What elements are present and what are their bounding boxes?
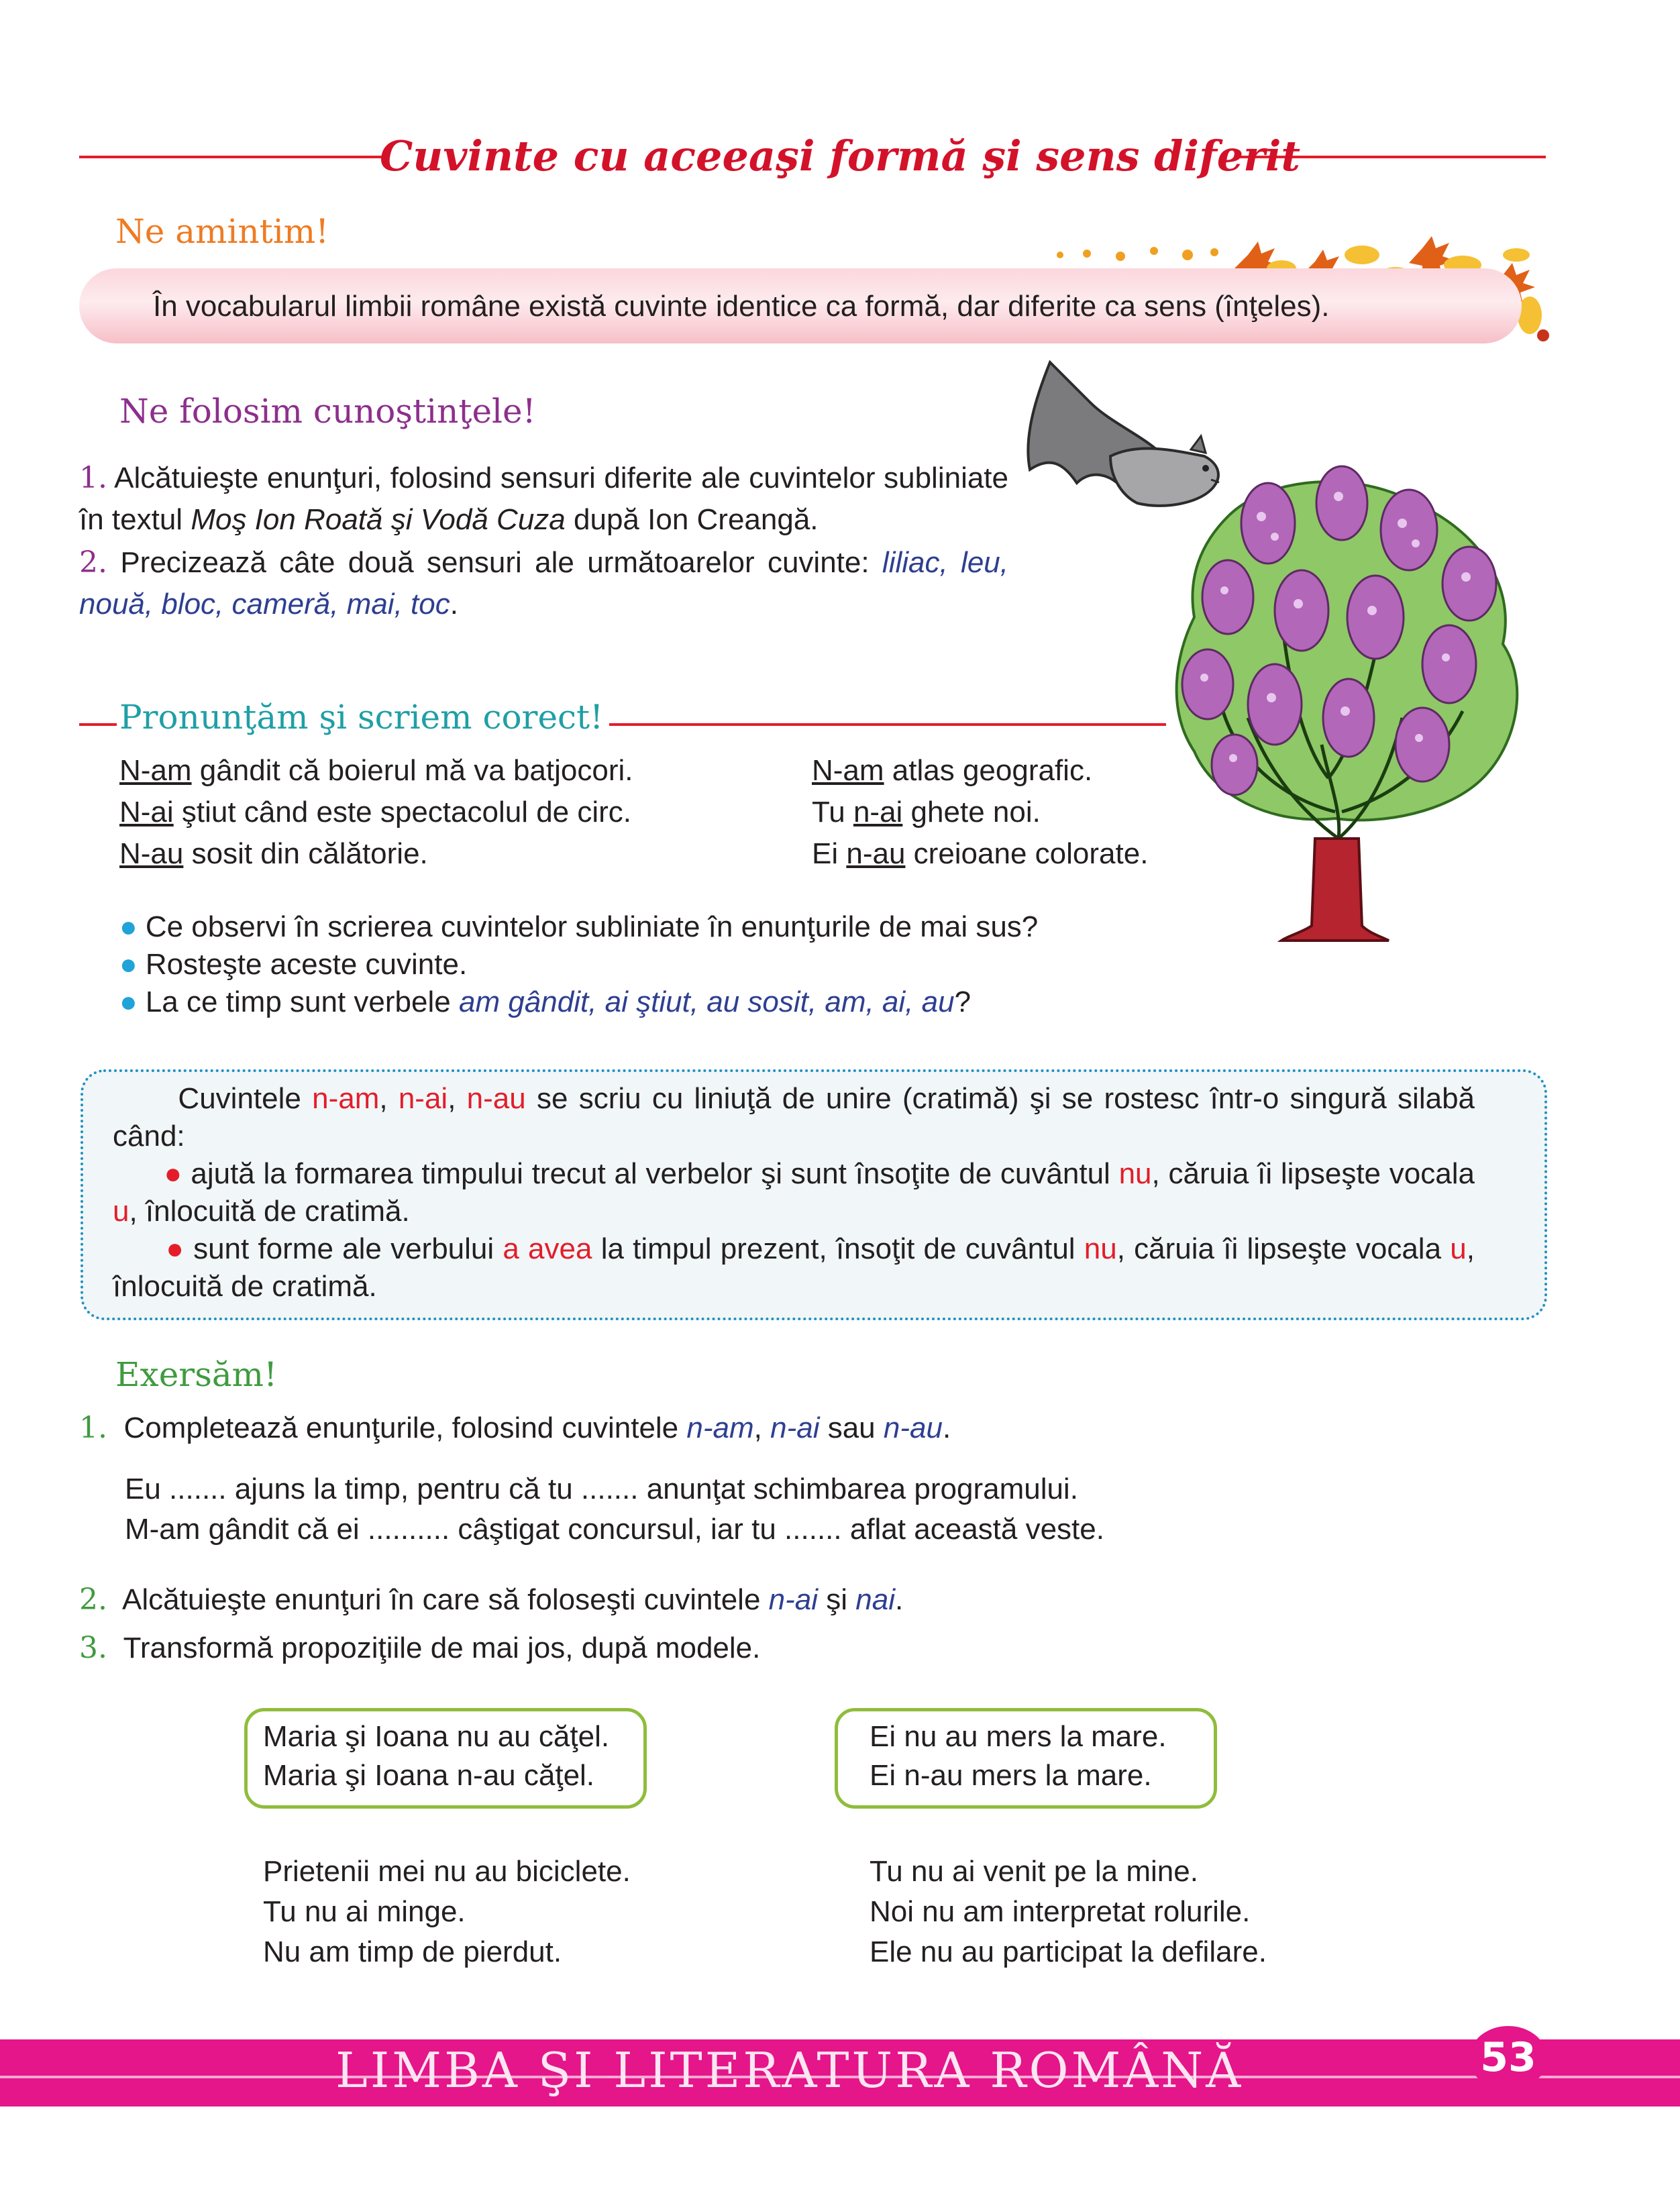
practice-exercise-3 [79,1628,760,1669]
bullet-icon: ● [166,1232,185,1265]
highlight-word: n-am [312,1082,380,1115]
exercise-number: 1. [79,1411,107,1445]
transform-sentence: Tu nu ai venit pe la mine. [870,1855,1198,1888]
rule-text: , căruia îi lipseşte [1151,1157,1381,1190]
model-sentence: Maria şi Ioana n-au căţel. [263,1759,595,1792]
sentence [812,750,1148,792]
exercise-number: 1. [79,461,107,495]
question-text: Rosteşte aceste cuvinte. [145,948,468,981]
rule-text: , înlocuită de cratimă. [113,1232,1475,1303]
transform-sentence: Noi nu am interpretat rolurile. [870,1895,1251,1928]
word: n-ai [770,1411,820,1444]
underlined-word: N-au [119,837,184,870]
fill-sentence: Eu ....... ajuns la timp, pentru că tu ....... anunţat schimbarea programului. [125,1473,1078,1505]
question-text: La ce timp sunt verbele [145,985,451,1018]
exercise-number: 3. [79,1631,107,1665]
practice-heading: Exersăm! [115,1355,278,1394]
rule-text: vocala [1389,1157,1475,1190]
sentence-rest: ştiut când este spectacolul de circ. [173,796,632,829]
question-text: Ce observi în scrierea cuvintelor subliniate în enunţurile de mai sus? [145,910,1039,943]
exercise-text: Alcătuieşte enunţuri în care să foloseşti cuvintele [122,1583,761,1616]
rule-box-text [113,1080,1475,1305]
underlined-word: n-ai [853,796,903,829]
underlined-word: N-ai [119,796,174,829]
highlight-word: n-ai [398,1082,448,1115]
highlight-letter: u [113,1195,129,1228]
rule-text: Cuvintele [178,1082,301,1115]
footer-subject: LIMBA ŞI LITERATURA ROMÂNĂ [335,2042,1244,2098]
lilac-tree-illustration [1167,463,1530,946]
highlight-word: nu [1118,1157,1152,1190]
sentence-start: Ei [812,837,847,870]
remember-heading: Ne amintim! [115,212,329,251]
rule-paragraph: Cuvintele n-am, n-ai, n-au se scriu cu liniuţă de unire (cratimă) şi se rostesc într-o singură silabă când: [113,1082,1475,1153]
word: nai [855,1583,896,1616]
sentence [119,792,633,833]
model-2-text [870,1717,1167,1795]
model-sentence: Maria şi Ioana nu au căţel. [263,1720,610,1753]
word-list: liliac, leu, nouă, bloc, cameră, mai, toc [79,546,1008,621]
practice-exercise-1: 1. Completează enunţurile, folosind cuvintele n-am, n-ai sau n-au. [79,1411,951,1445]
sentence-rest: gândit că boierul mă va batjocori. [191,754,633,787]
pronounce-rule-right [609,723,1166,726]
exercise-text: Transformă propoziţiile de mai jos, după modele. [123,1632,761,1664]
punctuation: . [895,1583,904,1616]
question-item [119,983,1038,1021]
sentence-rest: sosit din călătorie. [183,837,428,870]
pronounce-right-sentences [812,750,1148,875]
bullet-icon: ● [119,948,138,981]
transform-left-list [263,1852,631,1972]
exercise-text: şi [826,1583,848,1616]
exercise-text-end: după Ion Creangă. [574,503,819,536]
sentence-rest: atlas geografic. [884,754,1093,787]
underlined-word: N-am [119,754,192,787]
transform-sentence: Ele nu au participat la defilare. [870,1935,1267,1968]
model-sentence: Ei n-au mers la mare. [870,1759,1152,1792]
exercise-2-knowledge [79,542,1008,625]
punctuation: ? [954,985,972,1018]
highlight-word: n-au [466,1082,526,1115]
rule-text: la timpul prezent, însoţit de cuvântul [600,1232,1075,1265]
word: n-au [883,1411,943,1444]
underlined-word: n-au [846,837,906,870]
exercise-1-knowledge [79,458,1008,541]
exercise-text: Alcătuieşte enunţuri, folosind sensuri diferite ale cuvintelor subliniate în textul [79,462,1009,536]
practice-exercise-2 [79,1579,903,1621]
pronounce-left-sentences [119,750,633,875]
use-knowledge-heading: Ne folosim cunoştinţele! [119,392,536,431]
question-item [119,946,1038,983]
word: n-am [686,1411,754,1444]
verb-list: am gândit, ai ştiut, au sosit, am, ai, au [458,985,955,1018]
word: n-ai [768,1583,819,1616]
rule-text: sunt forme ale verbului [193,1232,494,1265]
pronounce-rule-left [79,723,117,726]
sentence-start: Tu [812,796,853,829]
rule-text: silabă când: [113,1082,1475,1153]
page-number: 53 [1480,2034,1536,2081]
underlined-word: N-am [812,754,884,787]
rule-text: , înlocuită de cratimă. [129,1195,410,1228]
exercise-number: 2. [79,1583,107,1617]
model-1-text [263,1717,609,1795]
bullet-icon: ● [119,910,138,943]
sentence [119,833,633,875]
punctuation: . [942,1411,951,1444]
sentence-rest: creioane colorate. [905,837,1149,870]
sentence [812,792,1148,833]
transform-sentence: Tu nu ai minge. [263,1895,466,1928]
remember-text: În vocabularul limbii române există cuvinte identice ca formă, dar diferite ca sens (înţeles). [153,290,1330,323]
exercise-text: sau [827,1411,876,1444]
rule-bullet-2 [113,1230,1475,1305]
transform-right-list [870,1852,1267,1972]
page-title: Cuvinte cu aceeaşi formă şi sens diferit [379,131,1301,180]
highlight-word: a avea [503,1232,592,1265]
exercise-number: 2. [79,545,107,580]
punctuation: . [450,588,458,621]
sentence [119,750,633,792]
sentence-rest: ghete noi. [902,796,1041,829]
pronounce-heading: Pronunţăm şi scriem corect! [119,698,604,737]
rule-text: vocala [1355,1232,1442,1265]
fill-in-sentences [125,1469,1104,1550]
bullet-icon: ● [119,985,138,1018]
pronounce-questions [119,908,1038,1021]
transform-sentence: Nu am timp de pierdut. [263,1935,562,1968]
rule-text: ajută la formarea timpului trecut al verbelor şi sunt însoţite de cuvântul [191,1157,1110,1190]
text-title: Moş Ion Roată şi Vodă Cuza [191,503,566,536]
fill-sentence: M-am gândit că ei .......... câştigat concursul, iar tu ....... aflat această veste. [125,1513,1104,1546]
sentence [812,833,1148,875]
highlight-letter: u [1450,1232,1467,1265]
bullet-icon: ● [164,1157,182,1190]
exercise-text: Precizează câte două sensuri ale următoarelor cuvinte: [120,546,870,579]
rule-text: , căruia îi lipseşte [1116,1232,1347,1265]
question-item [119,908,1038,946]
model-sentence: Ei nu au mers la mare. [870,1720,1167,1753]
rule-bullet-1 [113,1155,1475,1230]
highlight-word: nu [1084,1232,1117,1265]
transform-sentence: Prietenii mei nu au biciclete. [263,1855,631,1888]
rule-text: se scriu cu liniuţă de unire (cratimă) şi se rostesc într-o singură [537,1082,1387,1115]
exercise-text: Completează enunţurile, folosind cuvintele [123,1411,679,1444]
